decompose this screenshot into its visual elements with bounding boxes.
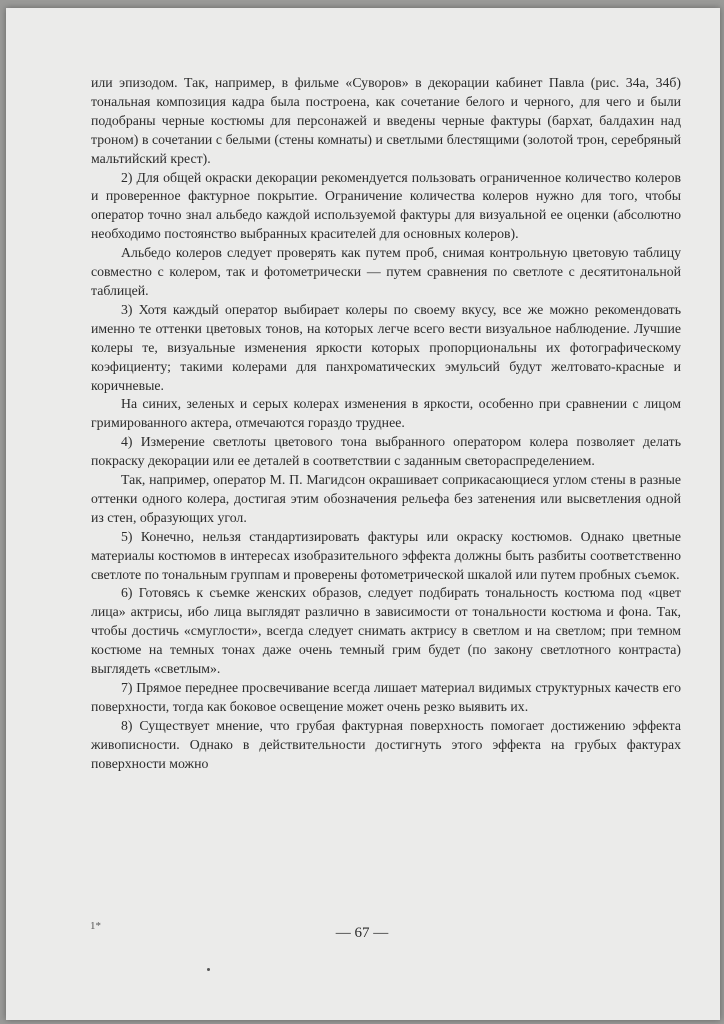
paragraph-11: 8) Существует мнение, что грубая фактурная поверхность помогает достижению эффекта живописности. Однако в действительности достигнуть этого эффекта на грубых фактурах поверхности можно <box>91 717 681 771</box>
paragraph-9: 6) Готовясь к съемке женских образов, следует подбирать тональность костюма под «цвет лица» актрисы, ибо лица выглядят различно в зависимости от тональности костюма и фона. Так, чтобы достичь «смуглости», всегда следует снимать актрису в светлом и на светлом; при темном костюме на темных тонах даже очень темный грим будет (по закону светлотного контраста) выглядеть «светлым». <box>91 585 681 677</box>
paragraph-10: 7) Прямое переднее просвечивание всегда лишает материал видимых структурных качеств его поверхности, тогда как боковое освещение может очень резко выявить их. <box>91 680 681 714</box>
book-page <box>6 8 720 1020</box>
paragraph-3: Альбедо колеров следует проверять как путем проб, снимая контрольную цветовую таблицу совместно с колером, так и фотометрически — путем сравнения по светлоте с десятитональной таблицей. <box>91 245 681 298</box>
paragraph-5: На синих, зеленых и серых колерах изменения в яркости, особенно при сравнении с лицом гримированного актера, отмечаются гораздо труднее. <box>91 396 681 431</box>
signature-mark: 1* <box>90 920 101 932</box>
paragraph-7: Так, например, оператор М. П. Магидсон окрашивает соприкасающиеся углом стены в разные оттенки одного колера, достигая этим обозначения рельефа без затенения или высветления одной из стен, образующих угол. <box>91 472 681 525</box>
paragraph-2: 2) Для общей окраски декорации рекомендуется пользовать ограниченное количество колеров и проверенное фактурное покрытие. Ограничение количества колеров нужно для того, чтобы оператор точно знал альбедо каждой используемой фактуры для визуальной ее оценки (абсолютно необходимо постоянство выбранных красителей для основных колеров). <box>91 169 681 242</box>
paragraph-4: 3) Хотя каждый оператор выбирает колеры по своему вкусу, все же можно рекомендовать именно те оттенки цветовых тонов, на которых легче всего вести визуальное наблюдение. Лучшие колеры те, визуальные изменения яркости которых пропорциональны их фотографическому коэфициенту; такими колерами для панхроматических эмульсий будут желтовато-красные и коричневые. <box>91 301 681 393</box>
page-number: — 67 — <box>335 925 389 941</box>
paragraph-8: 5) Конечно, нельзя стандартизировать фактуры или окраску костюмов. Однако цветные материалы костюмов в интересах изобразительного эффекта должны быть разбиты соответственно светлоте по тональным группам и проверены фотометрической шкалой или путем пробных съемок. <box>91 528 681 582</box>
paragraph-1: или эпизодом. Так, например, в фильме «Суворов» в декорации кабинет Павла (рис. 34а, 34б) тональная композиция кадра была построена, как сочетание белого и черного, для чего и были подобраны черные костюмы для персонажей и введены черные фактуры (бархат, балдахин над троном) в сочетании с белыми (стены комнаты) и светлыми блестящими (золотой трон, серебряный мальтийский крест). <box>91 75 681 166</box>
speck <box>207 968 210 971</box>
body-text <box>91 74 681 774</box>
paragraph-6: 4) Измерение светлоты цветового тона выбранного оператором колера позволяет делать покраску декорации или ее деталей в соответствии с заданным светораспределением. <box>91 434 681 469</box>
